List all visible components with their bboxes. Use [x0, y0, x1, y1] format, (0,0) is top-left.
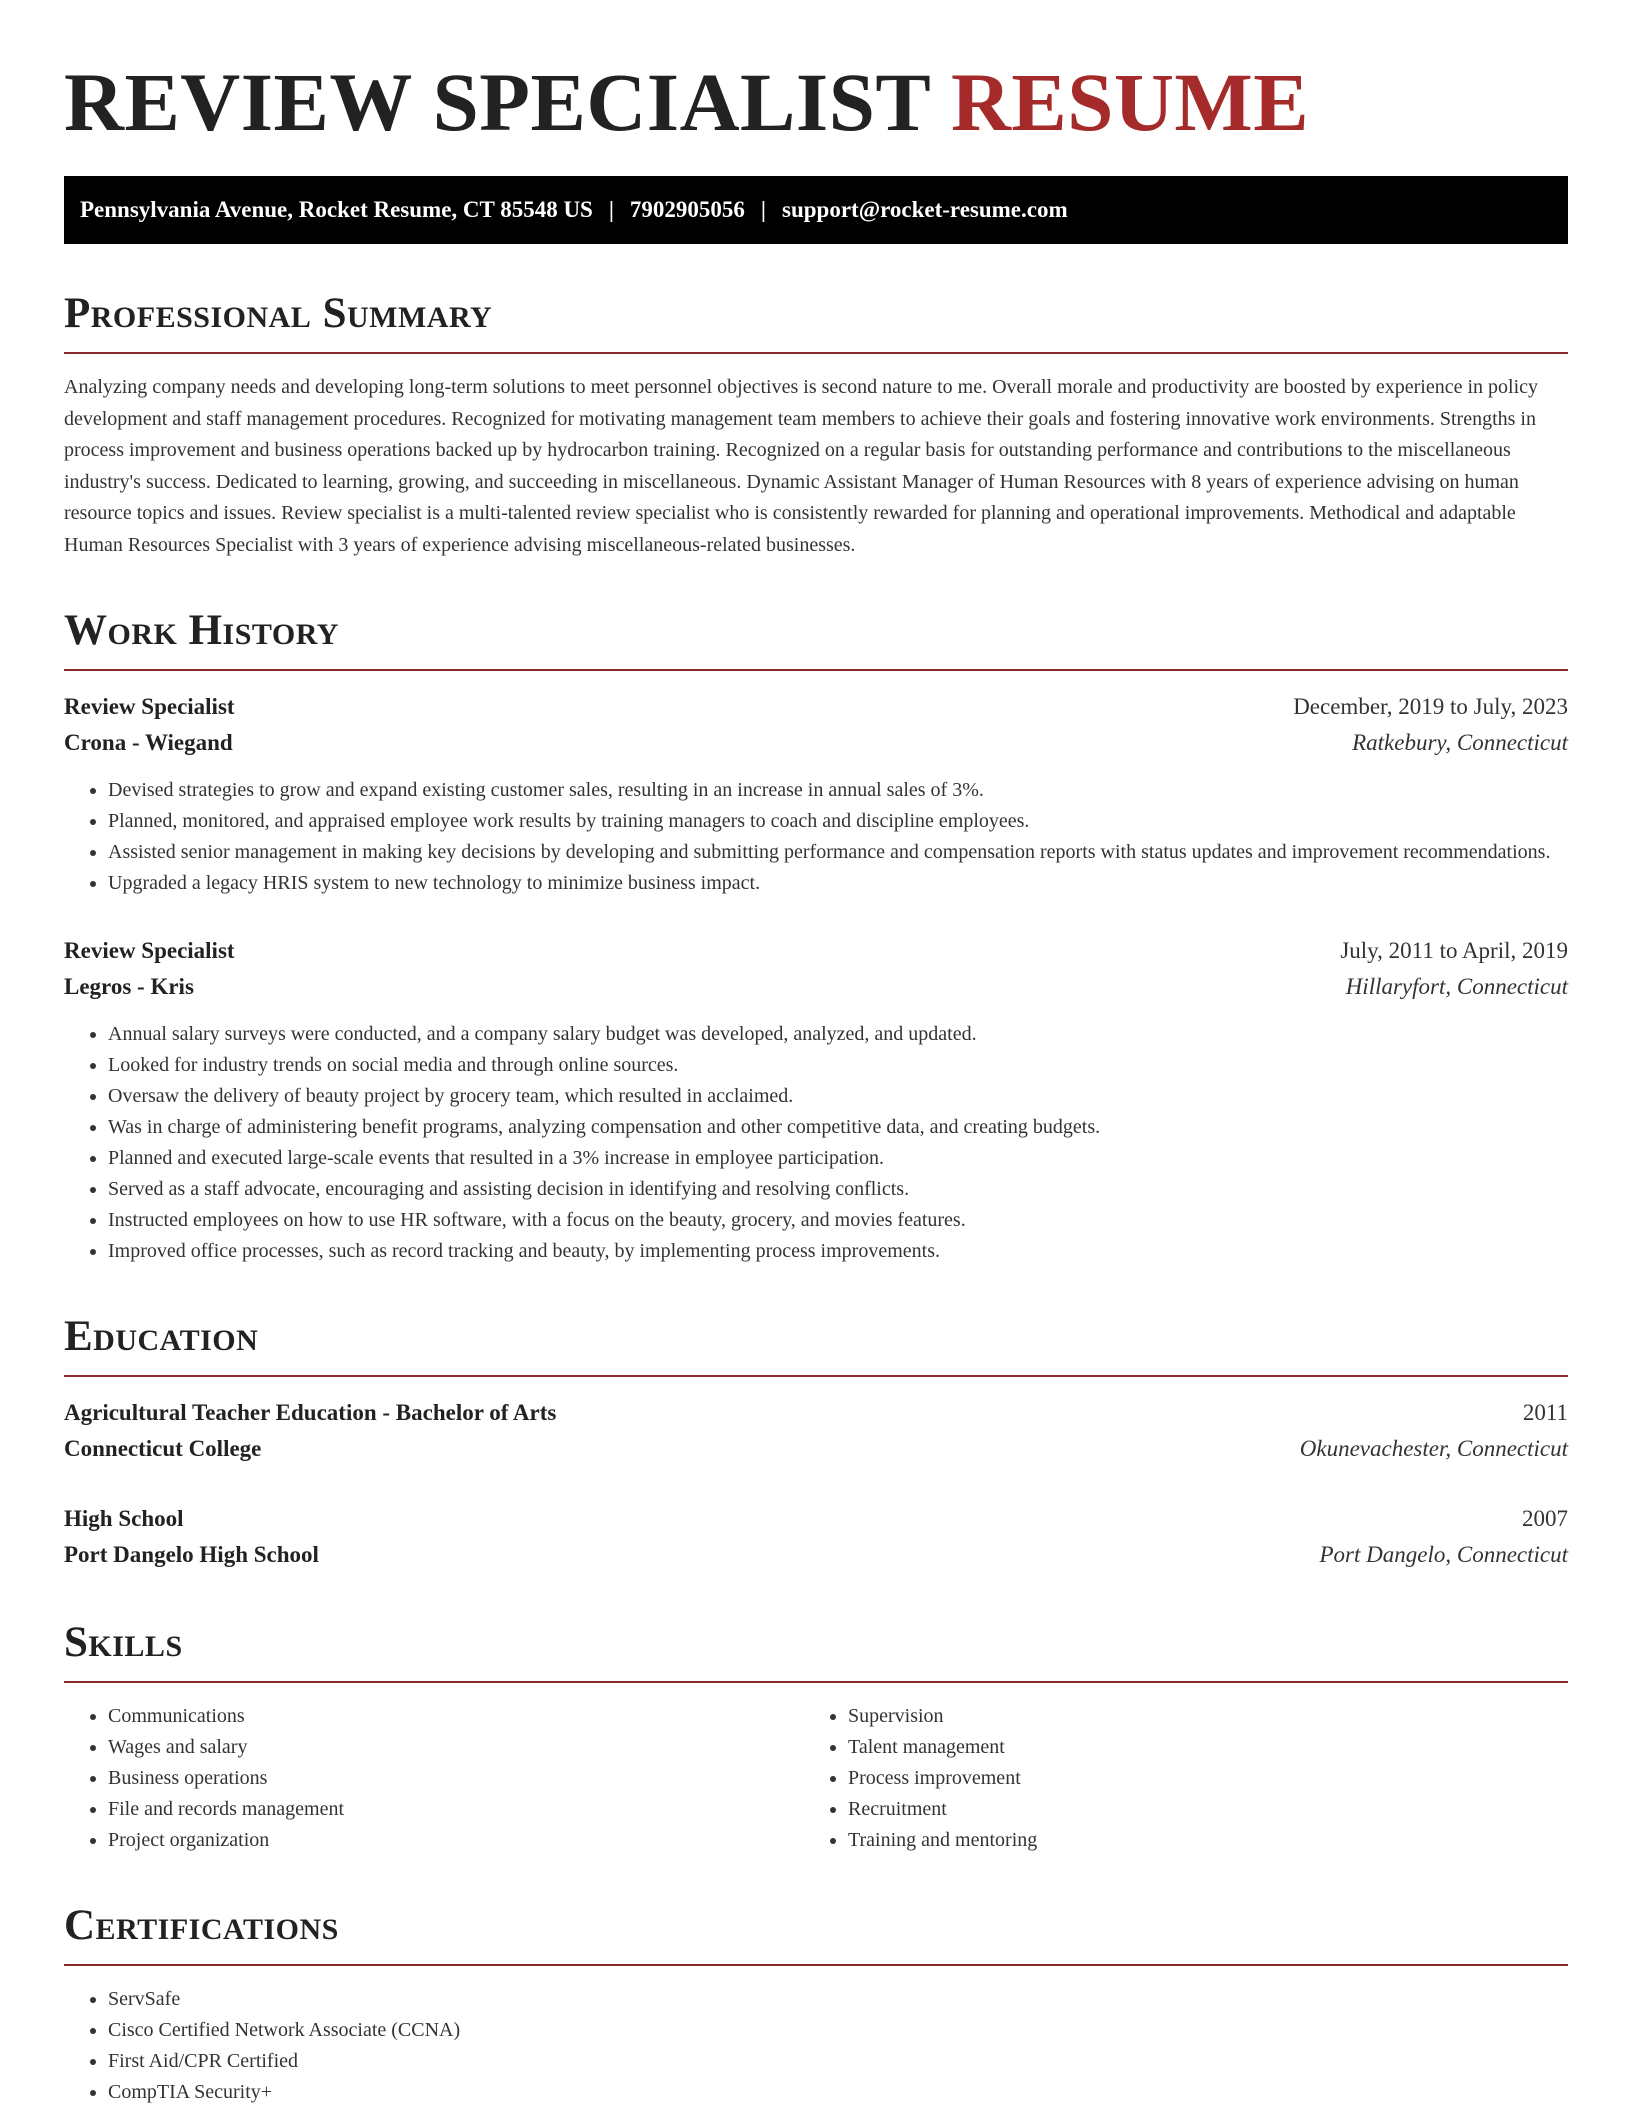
education-degree: Agricultural Teacher Education - Bachelor of Arts: [64, 1400, 557, 1425]
title-main: REVIEW SPECIALIST: [64, 56, 930, 148]
education-location: Port Dangelo, Connecticut: [1319, 1542, 1568, 1567]
resume-title: [64, 52, 1568, 152]
section-divider: [64, 669, 1568, 671]
list-item: • Communications: [108, 1701, 804, 1732]
section-title: Certifications: [64, 1902, 339, 1949]
education-location: Okunevachester, Connecticut: [1299, 1436, 1568, 1461]
section-title: Skills: [64, 1619, 183, 1666]
list-item: • Oversaw the delivery of beauty project by grocery team, which resulted in acclaimed.: [108, 1081, 1568, 1112]
list-item: • Planned and executed large-scale events that resulted in a 3% increase in employee participation.: [108, 1143, 1568, 1174]
job-dates: July, 2011 to April, 2019: [1340, 938, 1568, 963]
education-degree: High School: [64, 1506, 184, 1531]
education-year: 2007: [1522, 1506, 1568, 1531]
education-section: [64, 1311, 1568, 1573]
contact-email: support@rocket-resume.com: [782, 197, 1068, 222]
list-item: • Cisco Certified Network Associate (CCNA): [108, 2015, 1568, 2046]
list-item: • Business operations: [108, 1763, 804, 1794]
section-divider: [64, 1681, 1568, 1683]
job-company: Legros - Kris: [64, 974, 194, 999]
job-location: Hillaryfort, Connecticut: [1345, 974, 1568, 999]
contact-separator: |: [760, 197, 766, 222]
list-item: • Served as a staff advocate, encouraging and assisting decision in identifying and resolving conflicts.: [108, 1174, 1568, 1205]
job-bullets: [64, 1019, 1568, 1267]
job-entry: [64, 689, 1568, 899]
list-item: • Supervision: [848, 1701, 1544, 1732]
list-item: • First Aid/CPR Certified: [108, 2046, 1568, 2077]
job-entry: [64, 933, 1568, 1267]
skills-list-left: [64, 1701, 804, 1856]
list-item: • Planned, monitored, and appraised employee work results by training managers to coach and discipline employees.: [108, 806, 1568, 837]
section-title: Work History: [64, 607, 339, 654]
section-title: Professional Summary: [64, 290, 493, 337]
skills-section: [64, 1617, 1568, 1856]
section-title: Education: [64, 1313, 259, 1360]
job-location: Ratkebury, Connecticut: [1352, 730, 1568, 755]
skills-list-right: [804, 1701, 1544, 1856]
education-entry: [64, 1501, 1568, 1573]
contact-separator: |: [608, 197, 614, 222]
section-divider: [64, 1964, 1568, 1966]
list-item: • Project organization: [108, 1825, 804, 1856]
education-school: Connecticut College: [64, 1436, 262, 1461]
education-school: Port Dangelo High School: [64, 1542, 319, 1567]
contact-phone: 7902905056: [629, 197, 745, 222]
section-divider: [64, 352, 1568, 354]
job-dates: December, 2019 to July, 2023: [1293, 694, 1568, 719]
list-item: • Improved office processes, such as record tracking and beauty, by implementing process improvements.: [108, 1236, 1568, 1267]
work-history-section: [64, 605, 1568, 1267]
list-item: • ServSafe: [108, 1984, 1568, 2015]
list-item: • CompTIA Security+: [108, 2077, 1568, 2108]
job-title: Review Specialist: [64, 938, 235, 963]
summary-text: Analyzing company needs and developing long-term solutions to meet personnel objectives is second nature to me. Overall morale and productivity are boosted by experience in policy development and staff management procedures. Recognized for motivating management team members to achieve their goals and fostering innovative work environments. Strengths in process improvement and business operations backed up by hydrocarbon training. Recognized on a regular basis for outstanding performance and contributions to the miscellaneous industry's success. Dedicated to learning, growing, and succeeding in miscellaneous. Dynamic Assistant Manager of Human Resources with 8 years of experience advising on human resource topics and issues. Review specialist is a multi-talented review specialist who is consistently rewarded for planning and operational improvements. Methodical and adaptable Human Resources Specialist with 3 years of experience advising miscellaneous-related businesses.: [64, 376, 1539, 556]
list-item: • Process improvement: [848, 1763, 1544, 1794]
list-item: • Annual salary surveys were conducted, and a company salary budget was developed, analyzed, and updated.: [108, 1019, 1568, 1050]
list-item: • Recruitment: [848, 1794, 1544, 1825]
contact-address: Pennsylvania Avenue, Rocket Resume, CT 85548 US: [80, 197, 593, 222]
list-item: • Looked for industry trends on social media and through online sources.: [108, 1050, 1568, 1081]
list-item: • Was in charge of administering benefit programs, analyzing compensation and other competitive data, and creating budgets.: [108, 1112, 1568, 1143]
summary-section: [64, 288, 1568, 561]
skills-columns: [64, 1701, 1568, 1856]
certifications-list: [64, 1984, 1568, 2108]
job-title: Review Specialist: [64, 694, 235, 719]
list-item: • Training and mentoring: [848, 1825, 1544, 1856]
job-bullets: [64, 775, 1568, 899]
list-item: • Talent management: [848, 1732, 1544, 1763]
list-item: • Upgraded a legacy HRIS system to new technology to minimize business impact.: [108, 868, 1568, 899]
list-item: • Devised strategies to grow and expand existing customer sales, resulting in an increase in annual sales of 3%.: [108, 775, 1568, 806]
list-item: • Wages and salary: [108, 1732, 804, 1763]
education-year: 2011: [1522, 1400, 1568, 1425]
list-item: • File and records management: [108, 1794, 804, 1825]
title-accent: RESUME: [950, 56, 1310, 148]
section-divider: [64, 1375, 1568, 1377]
job-company: Crona - Wiegand: [64, 730, 233, 755]
education-entry: [64, 1395, 1568, 1467]
certifications-section: [64, 1900, 1568, 2108]
contact-bar: [64, 176, 1568, 244]
list-item: • Instructed employees on how to use HR software, with a focus on the beauty, grocery, and movies features.: [108, 1205, 1568, 1236]
list-item: • Assisted senior management in making key decisions by developing and submitting performance and compensation reports with status updates and improvement recommendations.: [108, 837, 1568, 868]
